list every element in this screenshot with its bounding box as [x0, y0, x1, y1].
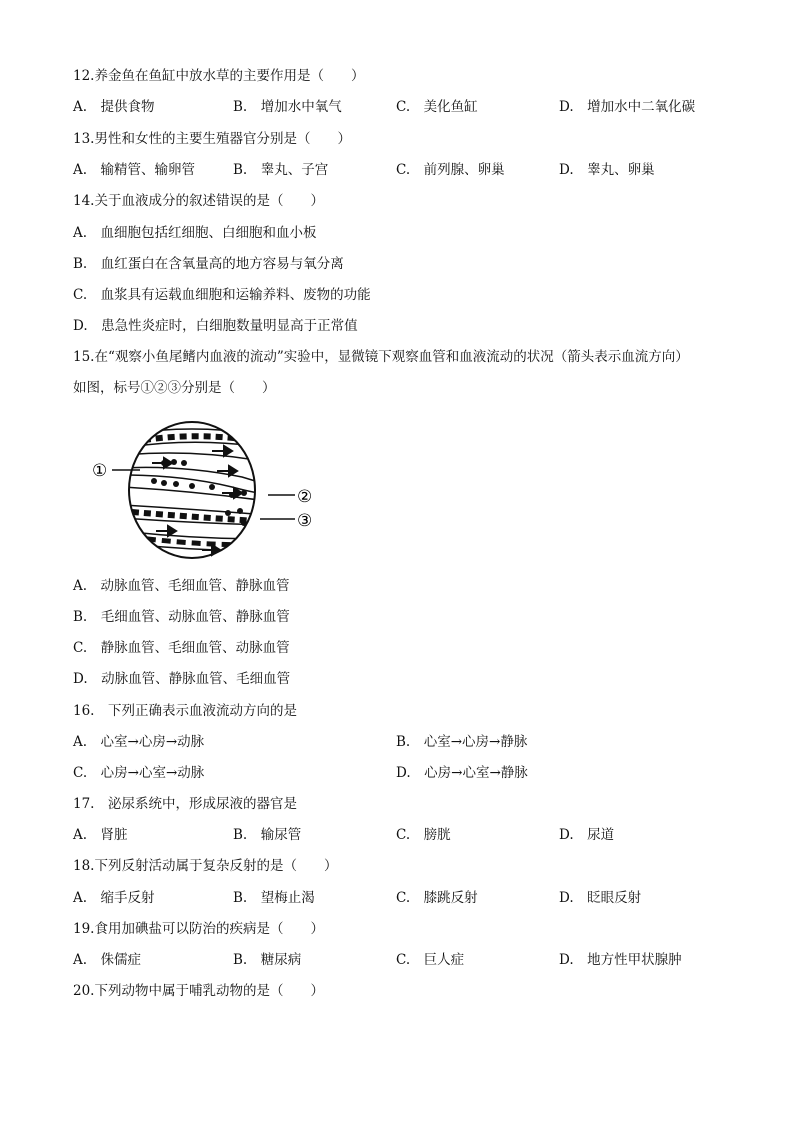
figure-label-3: ③	[297, 511, 313, 531]
q12-option-c: C. 美化鱼缸	[396, 99, 478, 115]
q14-option-d: D. 患急性炎症时，白细胞数量明显高于正常值	[73, 318, 358, 334]
microscope-field-drawing	[92, 413, 342, 573]
q14-option-a: A. 血细胞包括红细胞、白细胞和血小板	[73, 225, 317, 241]
q12-option-b: B. 增加水中氧气	[233, 99, 342, 115]
q15-option-c: C. 静脉血管、毛细血管、动脉血管	[73, 640, 290, 656]
question-14-stem: 14.关于血液成分的叙述错误的是（ ）	[73, 193, 324, 209]
q13-option-c: C. 前列腺、卵巢	[396, 162, 505, 178]
q16-option-b: B. 心室→心房→静脉	[396, 734, 528, 750]
question-13-stem: 13.男性和女性的主要生殖器官分别是（ ）	[73, 131, 351, 147]
q12-option-d: D. 增加水中二氧化碳	[559, 99, 696, 115]
q19-option-b: B. 糖尿病	[233, 952, 302, 968]
q15-option-b: B. 毛细血管、动脉血管、静脉血管	[73, 609, 290, 625]
q17-option-c: C. 膀胱	[396, 827, 451, 843]
q17-option-d: D. 尿道	[559, 827, 615, 843]
q18-option-d: D. 眨眼反射	[559, 890, 642, 906]
figure-label-2: ②	[297, 487, 313, 507]
q16-option-d: D. 心房→心室→静脉	[396, 765, 528, 781]
q12-option-a: A. 提供食物	[73, 99, 155, 115]
q18-option-b: B. 望梅止渴	[233, 890, 315, 906]
question-15-stem-line1: 15.在“观察小鱼尾鳍内血液的流动”实验中，显微镜下观察血管和血液流动的状况（箭头表示血流方向）	[73, 349, 689, 365]
q19-option-a: A. 侏儒症	[73, 952, 142, 968]
q15-option-d: D. 动脉血管、静脉血管、毛细血管	[73, 671, 291, 687]
q19-option-d: D. 地方性甲状腺肿	[559, 952, 682, 968]
q13-option-b: B. 睾丸、子宫	[233, 162, 329, 178]
q14-option-c: C. 血浆具有运载血细胞和运输养料、废物的功能	[73, 287, 371, 303]
q13-option-d: D. 睾丸、卵巢	[559, 162, 655, 178]
q17-option-a: A. 肾脏	[73, 827, 128, 843]
q16-option-a: A. 心室→心房→动脉	[73, 734, 205, 750]
q15-option-a: A. 动脉血管、毛细血管、静脉血管	[73, 578, 290, 594]
q18-option-a: A. 缩手反射	[73, 890, 155, 906]
question-16-stem: 16. 下列正确表示血液流动方向的是	[73, 703, 297, 719]
question-19-stem: 19.食用加碘盐可以防治的疾病是（ ）	[73, 921, 324, 937]
q18-option-c: C. 膝跳反射	[396, 890, 478, 906]
q16-option-c: C. 心房→心室→动脉	[73, 765, 205, 781]
q14-option-b: B. 血红蛋白在含氧量高的地方容易与氧分离	[73, 256, 344, 272]
blood-vessel-microscope-figure	[92, 413, 342, 573]
figure-label-1: ①	[92, 461, 108, 481]
q19-option-c: C. 巨人症	[396, 952, 465, 968]
question-18-stem: 18.下列反射活动属于复杂反射的是（ ）	[73, 858, 338, 874]
question-20-stem: 20.下列动物中属于哺乳动物的是（ ）	[73, 983, 324, 999]
q13-option-a: A. 输精管、输卵管	[73, 162, 196, 178]
q17-option-b: B. 输尿管	[233, 827, 302, 843]
question-12-stem: 12.养金鱼在鱼缸中放水草的主要作用是（ ）	[73, 68, 365, 84]
question-15-stem-line2: 如图，标号①②③分别是（ ）	[73, 380, 276, 396]
question-17-stem: 17. 泌尿系统中，形成尿液的器官是	[73, 796, 297, 812]
